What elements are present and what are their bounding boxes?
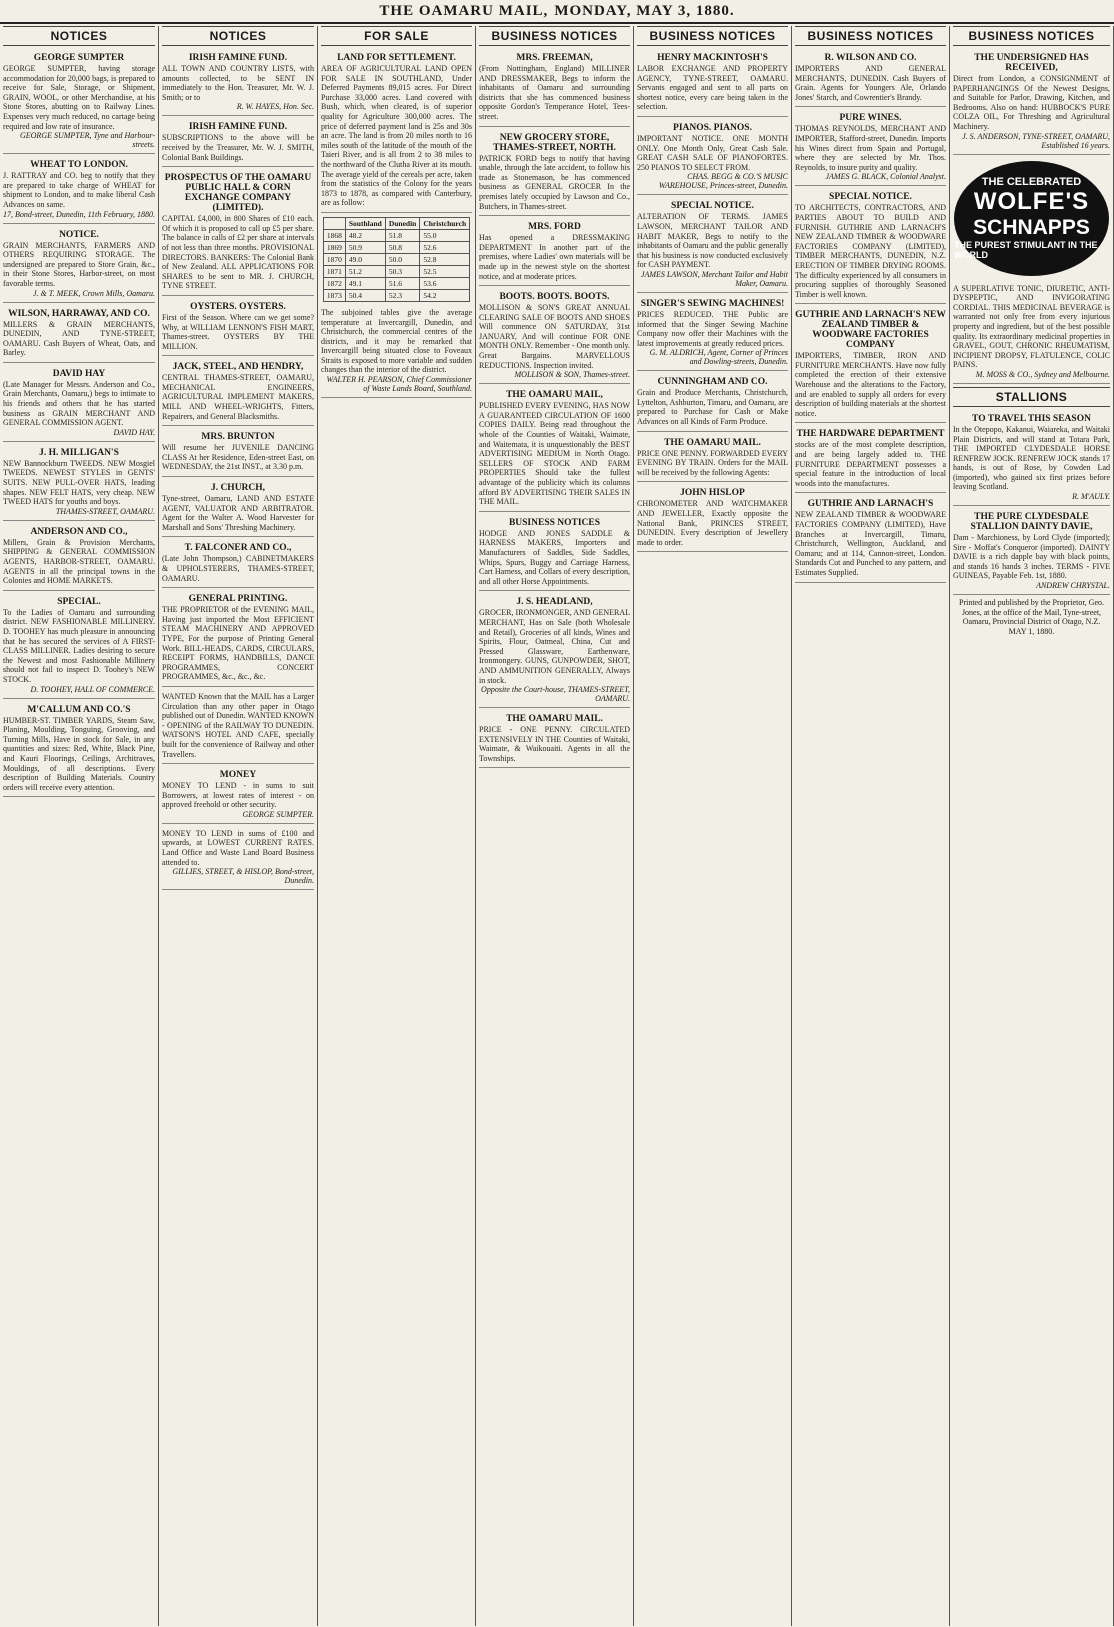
ad-title: J. S. HEADLAND, [516, 597, 593, 608]
table-row [323, 229, 469, 241]
ad-signature: DAVID HAY. [113, 427, 155, 437]
ad-title: IRISH FAMINE FUND. [188, 53, 288, 63]
ad-signature: GILLIES, STREET, & HISLOP, Bond-street, Dunedin. [172, 867, 314, 886]
table-cell: 54.2 [420, 289, 470, 301]
advertisement [321, 306, 472, 398]
advertisement [321, 50, 472, 213]
ad-title: SPECIAL. [57, 596, 101, 607]
ad-title: GEORGE SUMPTER [33, 53, 125, 63]
ad-signature: D. TOOHEY, HALL OF COMMERCE. [30, 684, 155, 694]
masthead [0, 0, 1114, 24]
ad-title: ANDERSON AND CO., [30, 526, 128, 537]
advertisement [637, 120, 788, 195]
advertisement [3, 157, 155, 223]
logo-line: THE CELEBRATED [981, 176, 1082, 189]
ad-text: MONEY TO LEND - in sums to suit Borrowers, at lowest rates of interest - on approved freehold or other security. [162, 781, 314, 810]
temperature-table [323, 217, 470, 302]
ad-text: WANTED Known that the MAIL has a Larger Circulation than any other paper in Otago published out of Dunedin. WANTED KNOWN - OPENING of the RAILWAY TO DUNEDIN. WATSON'S HOTEL AND CAFE, specially built for the convenience of Railway and other Travellers. [162, 691, 314, 759]
ad-text: THE PROPRIETOR of the EVENING MAIL, Having just imported the Most EFFICIENT STEAM MACHINERY AND APPROVED TYPE, For the purpose of Printing General Work. BILL-HEADS, CARDS, CIRCULARS, RECEIPT FORMS, HANDBILLS, DANCE PROGRAMMES, CONCERT PROGRAMMES, &c., &c., &c. [162, 605, 314, 682]
ad-text: PATRICK FORD begs to notify that having unable, through the late accident, to follow his trade as Stonemason, he has commenced business as GENERAL GROCER In the premises lately occupied by Lawson and Co., Butchers, in Thames-street. [479, 153, 630, 211]
table-cell: 1873 [323, 289, 345, 301]
ad-signature: J. & T. MEEK, Crown Mills, Oamaru. [32, 288, 155, 298]
ad-text: J. RATTRAY and CO. beg to notify that they are prepared to take charge of WHEAT for shipment to London, and to make liberal Cash Advances on same. [3, 171, 155, 209]
table-cell: 52.6 [420, 241, 470, 253]
ad-title: LAND FOR SETTLEMENT. [337, 53, 456, 63]
ad-text: TO ARCHITECTS, CONTRACTORS, AND PARTIES ABOUT TO BUILD AND FURNISH. GUTHRIE AND LARNACH'S NEW ZEALAND TIMBER & WOODWARE FACTORIES COMPANY (LIMITED), TIMBER MERCHANTS, DUNEDIN, N.Z. ERECTION OF TIMBER DRYING ROOMS. The difficulty experienced by all consumers in procuring supplies of thoroughly Seasoned Timber is well known. [795, 203, 946, 299]
advertisement [3, 50, 155, 154]
advertisement [162, 690, 314, 764]
ad-signature: WALTER H. PEARSON, Chief Commissioner of Waste Lands Board, Southland. [326, 375, 472, 394]
ad-title: DAVID HAY [52, 368, 106, 379]
ad-text: A SUPERLATIVE TONIC, DIURETIC, ANTI-DYSPEPTIC, AND INVIGORATING CORDIAL. THIS MEDICINAL BEVERAGE is warranted not only free from every injurious property and ingredient, but of the best possible quality. Its extraordinary medicinal properties in GRAVEL, GOUT, CHRONIC RHEUMATISM, INCIPIENT DROPSY, FLATULENCE, COLIC PAINS. [953, 283, 1110, 370]
ad-text: First of the Season. Where can we get some? Why, at WILLIAM LENNON'S FISH MART, Thames-street. OYSTERS BY THE MILLION. [162, 312, 314, 351]
ad-text: CENTRAL THAMES-STREET, OAMARU, MECHANICAL ENGINEERS, AGRICULTURAL IMPLEMENT MAKERS, MILL AND WHEEL-WRIGHTS, Fitters, Repairers, and General Blacksmiths. [162, 373, 314, 421]
ad-title: J. CHURCH, [210, 483, 266, 494]
table-cell: 51.2 [345, 265, 385, 277]
advertisement [795, 496, 946, 582]
ad-title: WHEAT TO LONDON. [30, 160, 128, 171]
table-row [323, 265, 469, 277]
ad-title: GENERAL PRINTING. [188, 594, 288, 605]
logo-line: THE PUREST STIMULANT IN THE WORLD [954, 240, 1098, 261]
ad-text: NEW Bannockburn TWEEDS. NEW Mosgiel TWEEDS. NEWEST STYLES in GENTS' SUITS. NEW PULL-OVER HATS, leading shapes. NEW FELT HATS, very cheap. NEW TWEED HATS for youths and boys. [3, 458, 155, 507]
wolfes-schnapps-logo [954, 161, 1109, 276]
table-cell: 1870 [323, 253, 345, 265]
ad-title: THE OAMARU MAIL. [664, 437, 761, 448]
ad-text: GROCER, IRONMONGER, AND GENERAL MERCHANT, Has on Sale (both Wholesale and Retail), Groceries of all kinds, Wines and Spirits, Flour, Oatmeal, China, Cut and Pressed Glassware, Earthenware, Ironmongery. GUNS, GUNPOWDER, SHOT, AND AMMUNITION GENERALLY, Always in stock. [479, 608, 630, 685]
advertisement [795, 307, 946, 423]
advertisement [162, 299, 314, 356]
advertisement [637, 485, 788, 552]
ad-text: (From Nottingham, England) MILLINER AND DRESSMAKER, Begs to inform the inhabitants of Oamaru and surrounding districts that she has commenced business opposite Gordon's Temperance Hotel, Tees-street. [479, 64, 630, 121]
advertisement [795, 426, 946, 493]
ad-signature: JAMES G. BLACK, Colonial Analyst. [825, 172, 946, 182]
advertisement [795, 50, 946, 107]
ad-title: MRS. FORD [528, 222, 581, 233]
masthead-date: MONDAY, MAY 3, 1880. [554, 2, 735, 19]
table-cell: 1868 [323, 229, 345, 241]
table-cell: 53.6 [420, 277, 470, 289]
ad-title: HENRY MACKINTOSH'S [657, 53, 768, 63]
ad-title: M'CALLUM AND CO.'S [27, 704, 131, 715]
advertisement [479, 594, 630, 708]
advertisement [479, 219, 630, 286]
ad-text: NEW ZEALAND TIMBER & WOODWARE FACTORIES COMPANY (LIMITED), Have Branches at Invercargill, Timaru, Christchurch, Wellington, Auckland, and Oamaru; and at 114, Cannon-street, London. Standards Cut and Punched to any pattern, and Estimates Supplied. [795, 510, 946, 577]
table-cell: 50.0 [385, 253, 420, 265]
table-cell: 50.3 [385, 265, 420, 277]
table-cell: 1869 [323, 241, 345, 253]
advertisement [162, 767, 314, 824]
advertisement [3, 594, 155, 699]
advertisement [479, 289, 630, 384]
advertisement [479, 515, 630, 592]
table-header: Southland [345, 217, 385, 229]
ad-title: PROSPECTUS OF THE OAMARU PUBLIC HALL & CORN EXCHANGE COMPANY (LIMITED). [164, 173, 312, 214]
ad-text: HODGE AND JONES SADDLE & HARNESS MAKERS, Importers and Manufacturers of Saddles, Side Saddles, Whips, Spurs, Buggy and Carriage Harness, Cart Harness, and Collars of every description, and all other Horse Appointments. [479, 528, 630, 586]
stallion-advertisement [953, 411, 1110, 506]
table-cell: 50.8 [385, 241, 420, 253]
ad-text: PRICE ONE PENNY. FORWARDED EVERY EVENING BY TRAIN. Orders for the MAIL will be received by the following Agents: [637, 448, 788, 477]
ad-title: MRS. BRUNTON [201, 432, 275, 443]
table-row [323, 289, 469, 301]
ad-signature: MOLLISON & SON, Thames-street. [514, 370, 630, 380]
ad-text: In the Otepopo, Kakanui, Waiareka, and Waitaki Plain Districts, and will stand at Totara Park, THE IMPORTED CLYDESDALE HORSE RENFREW JOCK. RENFREW JOCK stands 17 hands, is out of Rose, by Cowden Lad (imported), who gained six first prizes before leaving Scotland. [953, 424, 1110, 492]
ad-title: PIANOS. PIANOS. [673, 122, 752, 133]
ad-signature: R. W. HAYES, Hon. Sec. [236, 102, 314, 112]
advertisement [637, 50, 788, 117]
advertisement [3, 366, 155, 442]
ad-title: THE UNDERSIGNED HAS RECEIVED, [974, 53, 1089, 73]
advertisement [162, 50, 314, 116]
ad-title: T. FALCONER AND CO., [184, 543, 292, 554]
ad-text: GRAIN MERCHANTS, FARMERS AND OTHERS REQUIRING STORAGE. The undersigned are prepared to Store Grain, &c., in their Stone Stores, Harbor-street, on most favorable terms. [3, 240, 155, 288]
column-2 [159, 26, 318, 1626]
ad-signature: R. M'AULY. [1072, 492, 1110, 502]
ad-text: IMPORTERS, TIMBER, IRON AND FURNITURE MERCHANTS. Have now fully completed the erection of their extensive Warehouse and the alterations to the Factory, and are enabled to supply all orders for every description of building materials at the shortest notice. [795, 351, 946, 418]
ad-signature: CHAS. BEGG & CO.'S MUSIC WAREHOUSE, Princes-street, Dunedin. [658, 172, 788, 191]
ad-text: Grain and Produce Merchants, Christchurch, Lyttelton, Ashburton, Timaru, and Oamaru, are prepared to Purchase for Cash or Make Advances on all Kinds of Farm Produce. [637, 388, 788, 427]
table-cell: 49.0 [345, 253, 385, 265]
column-1 [0, 26, 159, 1626]
ad-title: THE OAMARU MAIL. [506, 714, 603, 725]
advertisement [3, 524, 155, 591]
ad-title: WILSON, HARRAWAY, AND CO. [8, 308, 150, 319]
imprint-date: MAY 1, 1880. [1008, 626, 1055, 636]
ad-title: OYSTERS. OYSTERS. [190, 301, 286, 312]
table-cell: 1871 [323, 265, 345, 277]
ad-signature: G. M. ALDRICH, Agent, Corner of Princes and Dowling-streets, Dunedin. [649, 348, 788, 367]
advertisement [479, 50, 630, 127]
ad-signature: M. MOSS & CO., Sydney and Melbourne. [975, 369, 1110, 379]
ad-text: CAPITAL £4,000, in 800 Shares of £10 each. Of which it is proposed to call up £5 per share. The balance in calls of £2 per share at intervals of not less than three months. PROVISIONAL DIRECTORS. BANKERS: The Colonial Bank of New Zealand. ALL APPLICATIONS FOR SHARES to be sent to MR. J. CHURCH, TYNE STREET. [162, 214, 314, 291]
table-header: Dunedin [385, 217, 420, 229]
table-cell: 51.8 [385, 229, 420, 241]
table-row [323, 241, 469, 253]
ad-title: R. WILSON AND CO. [824, 53, 917, 63]
table-header [323, 217, 345, 229]
ad-text: LABOR EXCHANGE AND PROPERTY AGENCY, TYNE-STREET, OAMARU. Servants engaged and sent to all parts on shortest notice, every care being taken in the selection. [637, 64, 788, 112]
table-cell: 51.6 [385, 277, 420, 289]
advertisement [3, 445, 155, 521]
advertisement [953, 282, 1110, 384]
ad-text: IMPORTERS AND GENERAL MERCHANTS, DUNEDIN. Cash Buyers of Grain. Agents for Youngers Ale, Orlando Jones' Starch, and Cowrentier's Brandy. [795, 64, 946, 102]
advertisement [637, 435, 788, 483]
ad-text: To the Ladies of Oamaru and surrounding district. NEW FASHIONABLE MILLINERY. D. TOOHEY has much pleasure in announcing that he has secured the services of A FIRST-CLASS MILLINER. Ladies desiring to secure the Newest and most Fashionable Millinery should not fail to inspect D. Toohey's NEW STOCK. [3, 607, 155, 684]
ad-text: Direct from London, a CONSIGNMENT of PAPERHANGINGS Of the Newest Designs, and Suitable for Parlor, Drawing, Kitchen, and Bedrooms. Also on hand: HUBBOCK'S PURE COLZA OIL, For Threshing and Agricultural Machinery. [953, 74, 1110, 131]
column-6 [792, 26, 950, 1626]
ad-text: PRICE - ONE PENNY. CIRCULATED EXTENSIVELY IN THE Counties of Waitaki, Waimate, & Waikouaiti. Agents in all the Townships. [479, 725, 630, 763]
advertisement [162, 827, 314, 890]
ad-text: (Late Manager for Messrs. Anderson and Co., Grain Merchants, Oamaru,) begs to intimate to his friends and others that he has started business as GRAIN MERCHANT AND GENERAL COMMISSION AGENT. [3, 379, 155, 428]
ad-signature: THAMES-STREET, OAMARU. [55, 506, 155, 516]
publisher-imprint [953, 598, 1110, 636]
ad-signature: J. S. ANDERSON, TYNE-STREET, OAMARU, Established 16 years. [962, 131, 1110, 150]
advertisement [637, 198, 788, 293]
ad-signature: 17, Bond-street, Dunedin, 11th February, 1880. [3, 209, 155, 219]
advertisement [637, 374, 788, 431]
ad-title: THE PURE CLYDESDALE STALLION DAINTY DAVIE, [970, 512, 1093, 533]
logo-line: SCHNAPPS [973, 216, 1090, 240]
table-cell: 52.8 [420, 253, 470, 265]
ad-text: The subjoined tables give the average temperature at Invercargill, Dunedin, and Christchurch, the commercial centres of the districts, and it may be remarked that Invercargill being situated close to Foveaux Straits is exposed to more variable and sudden changes than the interior of the district. [321, 307, 472, 375]
column-heading: BUSINESS NOTICES [479, 26, 630, 46]
column-heading: NOTICES [162, 26, 314, 46]
ad-title: CUNNINGHAM AND CO. [657, 377, 768, 388]
ad-text: CHRONOMETER AND WATCHMAKER AND JEWELLER, Exactly opposite the National Bank, PRINCES STREET, DUNEDIN. Every description of Jewellery made to order. [637, 499, 788, 547]
ad-text: HUMBER-ST. TIMBER YARDS, Steam Saw, Planing, Moulding, Tonguing, Grooving, and Turning Mills, Have in stock for Sale, in any quantities and sizes: Red, White, Black Pine, and Kauri Floorings, Ceilings, Architraves, Mouldings, of all descriptions. Every description of Building Materials. Country orders will receive every attention. [3, 715, 155, 792]
ad-title: J. H. MILLIGAN'S [39, 447, 119, 458]
ad-text: Millers, Grain & Provision Merchants, SHIPPING & GENERAL COMMISSION AGENTS, HARBOR-STREET, OAMARU. AGENTS in all the principal towns in the Colonies and HOME MARKETS. [3, 537, 155, 586]
table-row [323, 253, 469, 265]
advertisement [795, 189, 946, 304]
ad-title: JOHN HISLOP [680, 488, 745, 499]
ad-text: Will resume her JUVENILE DANCING CLASS At her Residence, Eden-street East, on WEDNESDAY, the 21st INST., at 3.30 p.m. [162, 443, 314, 472]
table-cell: 55.0 [420, 229, 470, 241]
ad-text: GEORGE SUMPTER, having storage accommodation for 20,000 bags, is prepared to receive for Sale, Storage, or Shipment, GRAIN, WOOL, or other Merchandise, at his Stone Stores, abutting on to Railway Lines. Expenses very much reduced, no cartage being required and low rate of insurance. [3, 64, 155, 131]
ad-title: MRS. FREEMAN, [516, 53, 593, 63]
column-4 [476, 26, 634, 1626]
columns-area [0, 26, 1114, 1626]
advertisement [637, 296, 788, 371]
ad-signature: JAMES LAWSON, Merchant Tailor and Habit Maker, Oamaru. [640, 269, 788, 288]
ad-text: (Late John Thompson,) CABINETMAKERS & UPHOLSTERERS, THAMES-STREET, OAMARU. [162, 554, 314, 583]
ad-text: Dam - Marchioness, by Lord Clyde (imported); Sire - Moffat's Conqueror (imported). DAINTY DAVIE is a rich dapple bay with black points, and stands 16 hands 3 inches. TERMS - FIVE GUINEAS, Payable Feb. 1st, 1880. [953, 533, 1110, 581]
ad-title: BUSINESS NOTICES [508, 517, 601, 528]
ad-text: IMPORTANT NOTICE. ONE MONTH ONLY. One Month Only, Great Cash Sale. GREAT CASH SALE OF PIANOFORTES. 250 PIANOS TO SELECT FROM. [637, 133, 788, 172]
advertisement [953, 50, 1110, 155]
ad-text: ALTERATION OF TERMS. JAMES LAWSON, MERCHANT TAILOR AND HABIT MAKER, Begs to notify to the inhabitants of Oamaru and the public generally that his business is now conducted exclusively for CASH PAYMENT. [637, 212, 788, 270]
ad-text: MOLLISON & SON'S GREAT ANNUAL CLEARING SALE OF BOOTS AND SHOES Will commence ON SATURDAY, 31st JANUARY, And will continue FOR ONE MONTH ONLY. Remember - One month only. Great Bargains. MARVELLOUS REDUCTIONS. Inspection invited. [479, 303, 630, 370]
ad-title: SINGER'S SEWING MACHINES! [640, 298, 785, 309]
advertisement [162, 480, 314, 537]
table-cell: 52.3 [385, 289, 420, 301]
ad-text: MONEY TO LEND in sums of £100 and upwards, at LOWEST CURRENT RATES. Land Office and Waste Land Board Business attended to. [162, 828, 314, 867]
imprint-text: Printed and published by the Proprietor, Geo. Jones, at the office of the Mail, Tyne-street, Oamaru, Provincial District of Otago, N.Z. [959, 598, 1104, 627]
ad-text: PRICES REDUCED. THE Public are informed that the Singer Sewing Machine Company now offer their Machines with the latest improvements at greatly reduced prices. [637, 309, 788, 348]
ad-title: NEW GROCERY STORE, THAMES-STREET, NORTH. [493, 132, 616, 153]
table-cell: 52.5 [420, 265, 470, 277]
ad-text: Tyne-street, Oamaru, LAND AND ESTATE AGENT, VALUATOR AND ARBITRATOR. Agent for the Walter A. Wood Harvester for Marshall and Sons' Threshing Machinery. [162, 494, 314, 532]
ad-signature: GEORGE SUMPTER. [242, 809, 314, 819]
ad-title: THE HARDWARE DEPARTMENT [796, 429, 945, 440]
column-7 [950, 26, 1114, 1626]
advertisement [3, 227, 155, 303]
ad-signature: Opposite the Court-house, THAMES-STREET, OAMARU. [481, 685, 630, 704]
advertisement [162, 119, 314, 167]
ad-title: GUTHRIE AND LARNACH'S NEW ZEALAND TIMBER & WOODWARE FACTORIES COMPANY [795, 310, 946, 351]
advertisement [162, 359, 314, 426]
table-header: Christchurch [420, 217, 470, 229]
ad-text: PUBLISHED EVERY EVENING, HAS NOW A GUARANTEED CIRCULATION OF 1600 COPIES DAILY. Being read throughout the whole of the Counties of Waitaki, Waimate, and Waitemata, it is unquestionably the BEST ADVERTISING MEDIUM in North Otago. SELLERS OF STOCK AND FARM PROPERTIES Should take the fullest advantage of the publicity which its columns afford BY ADVERTISING THEIR SALES IN THE MAIL. [479, 401, 630, 507]
ad-title: SPECIAL NOTICE. [829, 192, 912, 203]
ad-text: THOMAS REYNOLDS, MERCHANT AND IMPORTER, Stafford-street, Dunedin. Imports his Wines direct from Spain and Portugal, where they are selected by Mr. Thos. Reynolds, to insure purity and quality. [795, 124, 946, 172]
advertisement [162, 170, 314, 296]
column-heading: BUSINESS NOTICES [953, 26, 1110, 46]
table-cell: 1872 [323, 277, 345, 289]
ad-text: AREA OF AGRICULTURAL LAND OPEN FOR SALE IN SOUTHLAND, Under Deferred Payments 89,015 acres. For Direct Purchase 33,000 acres. Land covered with Bush, which, when cleared, is of superior quality for Agriculture 300,000 acres. The price of deferred payment land is 25s and 30s an acre. The land is from 20 miles north to 16 miles south of the latitude of the mouth of the Taieri River, and is all from 2 to 38 miles to the northward of the Clutha River at its mouth. The average yield of the cereals per acre, taken from the statistics of the Colony for the years 1873 to 1878, as compared with Canterbury, are as follow: [321, 64, 472, 208]
masthead-title: THE OAMARU MAIL, [379, 2, 549, 19]
ad-text: SUBSCRIPTIONS to the above will be received by the Treasurer, Mr. W. J. SMITH, Colonial Bank Buildings. [162, 133, 314, 162]
table-row [323, 277, 469, 289]
ad-text: ALL TOWN AND COUNTRY LISTS, with amounts collected, to be SENT IN immediately to the Hon. Treasurer, Mr. W. J. Smith; or to [162, 64, 314, 102]
advertisement [479, 387, 630, 512]
advertisement [479, 130, 630, 217]
ad-title: JACK, STEEL, AND HENDRY, [172, 362, 304, 373]
ad-title: IRISH FAMINE FUND. [188, 122, 288, 133]
ad-signature: ANDREW CHRYSTAL. [1036, 581, 1110, 591]
ad-title: MONEY [219, 770, 257, 781]
advertisement [162, 429, 314, 477]
ad-title: PURE WINES. [839, 113, 902, 124]
table-cell: 49.1 [345, 277, 385, 289]
advertisement [162, 540, 314, 588]
column-heading: NOTICES [3, 26, 155, 46]
advertisement [3, 306, 155, 363]
column-3 [318, 26, 476, 1626]
table-cell: 48.2 [345, 229, 385, 241]
column-heading: BUSINESS NOTICES [637, 26, 788, 46]
stallion-advertisement [953, 509, 1110, 595]
ad-title: NOTICE. [59, 229, 99, 240]
column-5 [634, 26, 792, 1626]
stallions-heading: STALLIONS [953, 387, 1110, 407]
table-cell: 50.9 [345, 241, 385, 253]
logo-line: WOLFE'S [973, 188, 1090, 216]
advertisement [3, 702, 155, 798]
advertisement [479, 711, 630, 768]
advertisement [795, 110, 946, 186]
ad-signature: GEORGE SUMPTER, Tyne and Harbour-streets. [19, 131, 155, 150]
advertisement [162, 591, 314, 687]
column-heading: FOR SALE [321, 26, 472, 46]
table-cell: 50.4 [345, 289, 385, 301]
ad-title: BOOTS. BOOTS. BOOTS. [499, 292, 610, 303]
ad-title: TO TRAVEL THIS SEASON [972, 413, 1091, 424]
column-heading: BUSINESS NOTICES [795, 26, 946, 46]
ad-title: GUTHRIE AND LARNACH'S [807, 499, 934, 510]
ad-text: MILLERS & GRAIN MERCHANTS, DUNEDIN, AND TYNE-STREET, OAMARU. Cash Buyers of Wheat, Oats, and Barley. [3, 319, 155, 358]
ad-title: SPECIAL NOTICE. [671, 201, 754, 212]
ad-text: stocks are of the most complete description, and are being largely added to. THE FURNITURE DEPARTMENT possesses a special feature in the introduction of local woods into the manufactures. [795, 440, 946, 488]
ad-text: Has opened a DRESSMAKING DEPARTMENT In another part of the premises, where Ladies' own materials will be made up in the newest style on the shortest notice, and at moderate prices. [479, 233, 630, 281]
ad-title: THE OAMARU MAIL, [506, 390, 603, 401]
